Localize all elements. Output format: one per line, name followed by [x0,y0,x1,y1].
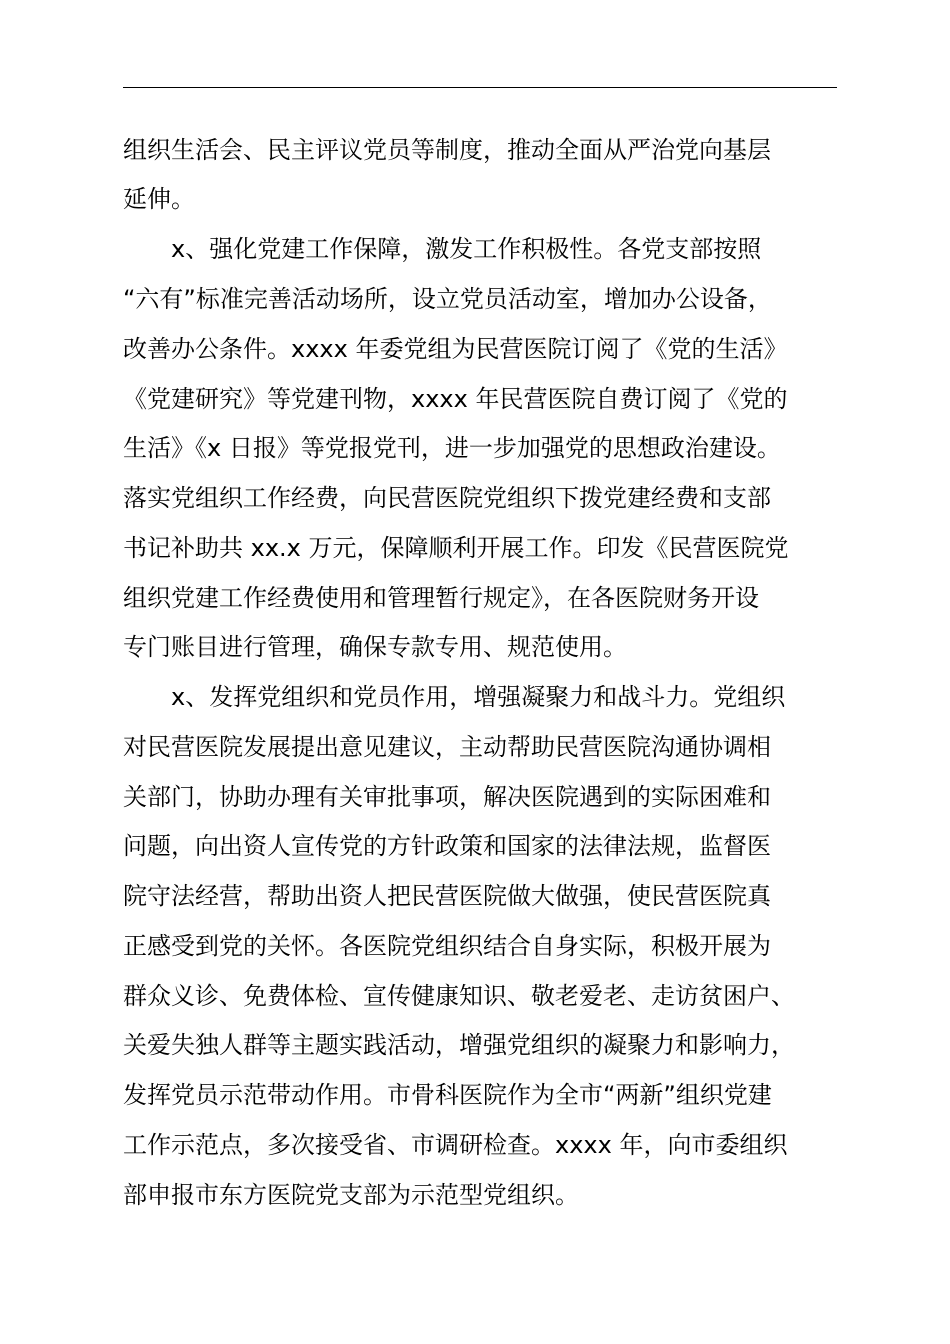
text-line: 生活》《x 日报》等党报党刊，进一步加强党的思想政治建设。 [123,434,781,462]
text-line: 部申报市东方医院党支部为示范型党组织。 [123,1181,579,1209]
text-line: 专门账目进行管理，确保专款专用、规范使用。 [123,633,627,661]
text-line: 延伸。 [123,185,195,213]
text-line: 对民营医院发展提出意见建议，主动帮助民营医院沟通协调相 [123,733,771,761]
paragraph-start-line: x、强化党建工作保障，激发工作积极性。各党支部按照 [171,235,762,263]
text-line: 落实党组织工作经费，向民营医院党组织下拨党建经费和支部 [123,484,771,512]
paragraph-start-line: x、发挥党组织和党员作用，增强凝聚力和战斗力。党组织 [171,683,786,711]
text-line: 书记补助共 xx.x 万元，保障顺利开展工作。印发《民营医院党 [123,534,789,562]
text-line: 关爱失独人群等主题实践活动，增强党组织的凝聚力和影响力， [123,1031,795,1059]
text-line: 关部门，协助办理有关审批事项，解决医院遇到的实际困难和 [123,783,771,811]
text-line: “六有”标准完善活动场所，设立党员活动室，增加办公设备， [123,285,772,313]
text-line: 组织党建工作经费使用和管理暂行规定》，在各医院财务开设 [123,584,759,612]
text-line: 发挥党员示范带动作用。市骨科医院作为全市“两新”组织党建 [123,1081,772,1109]
text-line: 组织生活会、民主评议党员等制度，推动全面从严治党向基层 [123,136,771,164]
text-line: 群众义诊、免费体检、宣传健康知识、敬老爱老、走访贫困户、 [123,982,795,1010]
text-line: 工作示范点，多次接受省、市调研检查。xxxx 年，向市委组织 [123,1131,788,1159]
text-line: 《党建研究》等党建刊物，xxxx 年民营医院自费订阅了《党的 [123,385,788,413]
header-rule [123,87,837,88]
text-line: 正感受到党的关怀。各医院党组织结合自身实际，积极开展为 [123,932,771,960]
text-line: 问题，向出资人宣传党的方针政策和国家的法律法规，监督医 [123,832,771,860]
text-line: 院守法经营，帮助出资人把民营医院做大做强，使民营医院真 [123,882,771,910]
text-line: 改善办公条件。xxxx 年委党组为民营医院订阅了《党的生活》 [123,335,788,363]
